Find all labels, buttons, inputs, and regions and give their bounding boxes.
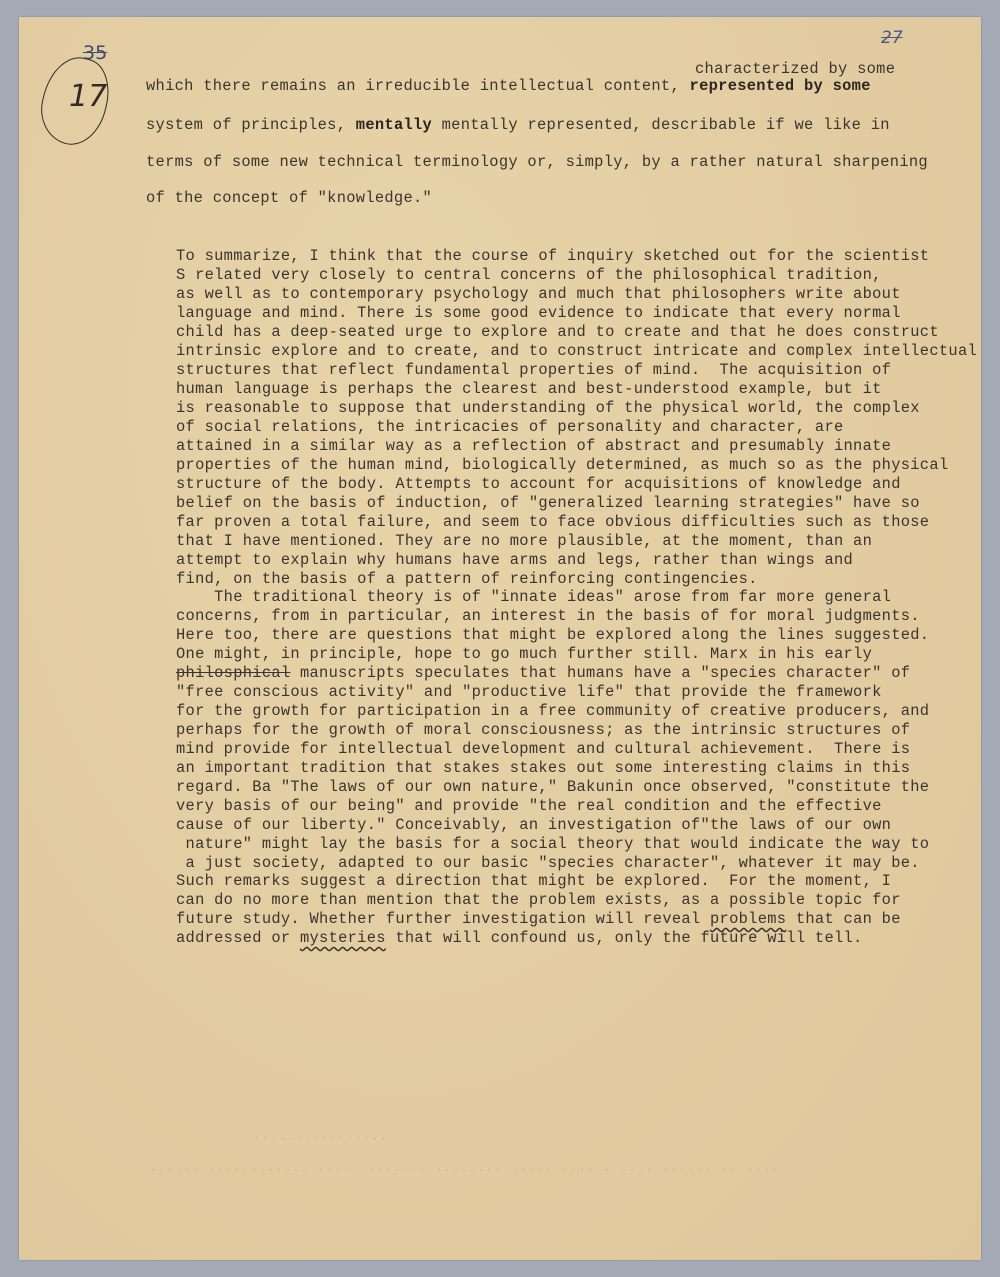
handwritten-page-number: 17: [69, 79, 108, 114]
text-line: perhaps for the growth of moral consciousness; as the intrinsic structures of: [176, 721, 911, 739]
text-line: Here too, there are questions that might be explored along the lines suggested.: [176, 626, 930, 644]
struck-typed-text: represented by some: [689, 77, 871, 95]
underlined-word: problems: [710, 910, 787, 928]
text-line: mind provide for intellectual development and cultural achievement. There is: [176, 740, 911, 758]
text-line: is reasonable to suppose that understanding of the physical world, the complex: [176, 399, 920, 417]
text-line: nature" might lay the basis for a social theory that would indicate the way to: [176, 835, 930, 853]
interlinear-insert: characterized by some: [695, 60, 896, 78]
text-line: To summarize, I think that the course of inquiry sketched out for the scientist: [176, 247, 930, 265]
text-line: concerns, from in particular, an interest in the basis of for moral judgments.: [176, 607, 920, 625]
text-line: [146, 116, 890, 134]
text-segment: system of principles,: [146, 116, 356, 134]
text-line: an important tradition that stakes stakes out some interesting claims in this: [176, 759, 911, 777]
text-segment: future study. Whether further investigation will reveal: [176, 910, 711, 928]
text-line: far proven a total failure, and seem to face obvious difficulties such as those: [176, 513, 930, 531]
bleed-through-text: ................: [169, 1129, 388, 1145]
document-page: [19, 17, 981, 1260]
bleed-through-text: ...... ............ ..... ....... ........ ..... .... . .... ...... .. ....: [149, 1160, 780, 1176]
text-line: One might, in principle, hope to go much further still. Marx in his early: [176, 645, 873, 663]
text-line: [146, 77, 871, 95]
text-line: of the concept of "knowledge.": [146, 189, 433, 207]
corner-page-number: 27: [881, 28, 903, 48]
text-segment: that can be: [786, 910, 901, 928]
text-line: Such remarks suggest a direction that might be explored. For the moment, I: [176, 872, 892, 890]
text-line: [176, 910, 901, 928]
crossed-out-page-number: 35: [83, 42, 108, 64]
text-line: "free conscious activity" and "productive life" that provide the framework: [176, 683, 882, 701]
text-line: regard. Ba "The laws of our own nature," Bakunin once observed, "constitute the: [176, 778, 930, 796]
text-line: as well as to contemporary psychology and much that philosophers write about: [176, 285, 901, 303]
text-segment: that will confound us, only the future will tell.: [385, 929, 863, 947]
text-line: can do no more than mention that the problem exists, as a possible topic for: [176, 891, 901, 909]
text-line: structure of the body. Attempts to account for acquisitions of knowledge and: [176, 475, 901, 493]
text-line: attempt to explain why humans have arms and legs, rather than wings and: [176, 551, 854, 569]
struck-word: philosphical: [176, 664, 291, 682]
text-line: [176, 664, 910, 682]
text-line: cause of our liberty." Conceivably, an investigation of"the laws of our own: [176, 816, 892, 834]
text-line: child has a deep-seated urge to explore and to create and that he does construct: [176, 323, 939, 341]
text-line: very basis of our being" and provide "the real condition and the effective: [176, 797, 882, 815]
text-line: find, on the basis of a pattern of reinforcing contingencies.: [176, 570, 758, 588]
text-line: [176, 929, 863, 947]
text-line: human language is perhaps the clearest and best-understood example, but it: [176, 380, 882, 398]
underlined-word: mysteries: [299, 929, 386, 947]
text-segment: manuscripts speculates that humans have a "species character" of: [290, 664, 911, 682]
text-line: a just society, adapted to our basic "species character", whatever it may be.: [176, 854, 920, 872]
text-line: language and mind. There is some good evidence to indicate that every normal: [176, 304, 901, 322]
text-line: intrinsic explore and to create, and to construct intricate and complex intellectual: [176, 342, 978, 360]
text-segment: addressed or: [176, 929, 300, 947]
text-line: that I have mentioned. They are no more plausible, at the moment, than an: [176, 532, 873, 550]
text-line: attained in a similar way as a reflection of abstract and presumably innate: [176, 437, 892, 455]
text-segment: which there remains an irreducible intellectual content,: [146, 77, 690, 95]
text-line: for the growth for participation in a free community of creative producers, and: [176, 702, 930, 720]
struck-typed-text: mentally: [355, 116, 433, 134]
text-line: of social relations, the intricacies of personality and character, are: [176, 418, 844, 436]
text-line: terms of some new technical terminology or, simply, by a rather natural sharpening: [146, 153, 928, 171]
text-line: structures that reflect fundamental properties of mind. The acquisition of: [176, 361, 892, 379]
text-line: properties of the human mind, biologically determined, as much so as the physical: [176, 456, 949, 474]
text-line: belief on the basis of induction, of "generalized learning strategies" have so: [176, 494, 920, 512]
text-line: The traditional theory is of "innate ideas" arose from far more general: [176, 588, 892, 606]
text-segment: mentally represented, describable if we like in: [432, 116, 890, 134]
text-line: S related very closely to central concerns of the philosophical tradition,: [176, 266, 882, 284]
